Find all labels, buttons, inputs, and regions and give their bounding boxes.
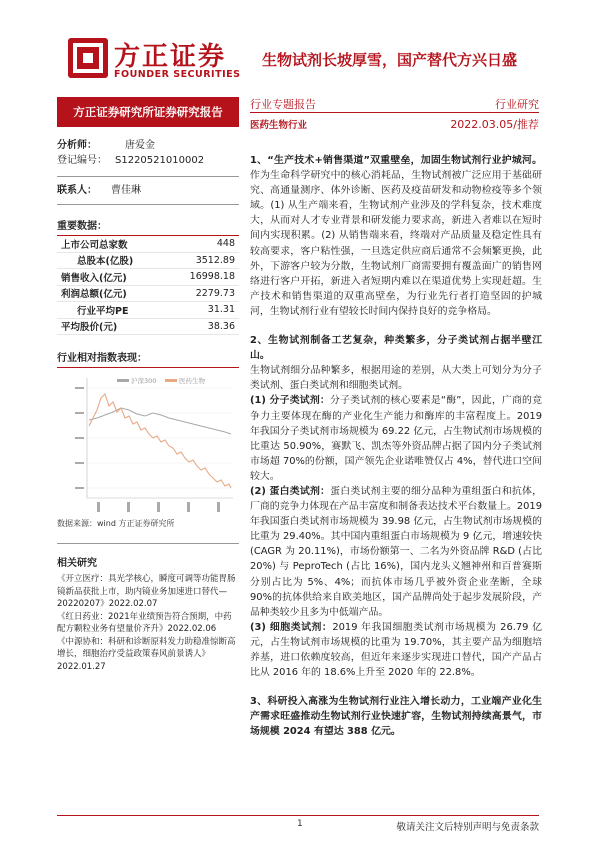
section-1-text: 作为生命科学研究中的核心消耗品，生物试剂被广泛应用于基础研究、高通量测序、体外诊断、医药及疫苗研发和动物检疫等多个领域。(1) 从生产端来看，生物试剂产业涉及的学科复杂，技术难度大，从而对人才专业背景和研发能力要求高，新进入者难以在短时间内实现积累。(2) 从销售端来看，终端对产品质量及稳定性具有较高要求，客户粘性强，一旦选定供应商后通常不会频繁更换，此外，下游客户较为分散，生物试剂厂商需要拥有覆盖面广的销售网络进行客户开拓，新进入者短期内难以在渠道优势上实现赶超。生产技术和销售渠道的双重高壁垒，为行业先行者打造坚固的护城河，生物试剂行业有望较长时间内保持良好的竞争格局。 bbox=[250, 170, 542, 317]
x-tick-label bbox=[187, 502, 190, 512]
analyst-row bbox=[57, 138, 239, 153]
contact-label: 联系人： bbox=[57, 185, 97, 196]
date-rating: 2022.03.05/推荐 bbox=[450, 118, 539, 131]
x-tick-label bbox=[127, 502, 130, 512]
section-3-heading: 3、科研投入高涨为生物试剂行业注入增长动力，工业端产业化生产需求旺盛推动生物试剂行业快速扩容，生物试剂持续高景气，市场规模 2024 有望达 388 亿元。 bbox=[250, 696, 542, 738]
x-tick-label bbox=[97, 502, 100, 512]
series-line-pharma bbox=[89, 394, 231, 488]
research-banner: 方正证券研究所证券研究报告 bbox=[57, 97, 239, 127]
table-row: 上市公司总家数 448 bbox=[57, 236, 239, 252]
report-category: 行业研究 bbox=[495, 98, 539, 111]
registration-label: 登记编号： bbox=[57, 155, 107, 166]
related-research-list bbox=[57, 573, 239, 673]
section-2-heading: 2、生物试剂制备工艺复杂，种类繁多，分子类试剂占据半壁江山。 bbox=[250, 335, 542, 362]
analyst-name: 唐爱金 bbox=[125, 140, 155, 151]
logo-text-cn: 方正证券 bbox=[114, 42, 227, 72]
table-row: 行业平均PE 31.31 bbox=[57, 302, 239, 319]
list-item: 《红日药业：2021年业绩预告符合预期，中药配方颗粒业务有望量价齐升》2022.02.06 bbox=[57, 611, 232, 634]
key-data-title: 重要数据： bbox=[57, 221, 107, 232]
relative-index-chart bbox=[57, 368, 239, 518]
index-chart-title: 行业相对指数表现： bbox=[57, 353, 147, 364]
footer-divider bbox=[57, 815, 539, 816]
related-research-title: 相关研究 bbox=[57, 558, 97, 569]
chart-source: 数据来源：wind 方正证券研究所 bbox=[57, 519, 175, 528]
registration-number: S1220521010002 bbox=[115, 155, 205, 166]
list-item: 《开立医疗：具光学核心，瞬度可调等功能胃肠镜新品获批上市，助内镜业务加速进口替代—20220207》2022.02.07 bbox=[57, 574, 236, 609]
protein-reagents: (2) 蛋白类试剂：蛋白类试剂主要的细分品种为重组蛋白和抗体，厂商的竞争力体现在产品丰富度和制备表达技术平台数量上。2019 年我国蛋白类试剂市场规模为 39.98 亿元，占生物试剂市场规模的比重为 29.40%。其中国内重组蛋白市场规模为 9 亿元，增速较快 (CAGR 为 20.11%)，市场份额第一、二名为外资品牌 R&D (占比 20%) 与 PeproTech (占比 16%)，国内龙头义翘神州和百普赛斯分别占比为 5%、4%；而抗体市场几乎被外资企业垄断，全球 90%的抗体供给来自欧美地区，国产品牌尚处于起步发展阶段，产品种类较少且多为中低端产品。 bbox=[250, 485, 542, 618]
company-logo bbox=[68, 36, 241, 86]
section-2-text: 生物试剂细分品种繁多，根据用途的差别，从大类上可划分为分子类试剂、蛋白类试剂和细胞类试剂。 bbox=[250, 365, 542, 392]
x-tick-label bbox=[157, 502, 160, 512]
left-sidebar bbox=[57, 138, 239, 673]
section-3 bbox=[250, 694, 542, 739]
key-data-table bbox=[57, 236, 239, 335]
table-row: 销售收入(亿元) 16998.18 bbox=[57, 269, 239, 286]
table-row: 总股本(亿股) 3512.89 bbox=[57, 252, 239, 269]
contact-row bbox=[57, 183, 239, 198]
list-item: 《中源协和：科研和诊断原料发力助稳准惊断高增长，细胞治疗受益政策春风前景诱人》2022.01.27 bbox=[57, 636, 236, 672]
page-number: 1 bbox=[297, 819, 303, 829]
contact-name: 曹佳琳 bbox=[111, 185, 141, 196]
logo-text-en: FOUNDER SECURITIES bbox=[114, 69, 241, 80]
legend-label-hs300: 沪深300 bbox=[131, 377, 157, 385]
y-tick-label bbox=[75, 462, 84, 464]
founder-logo-icon bbox=[68, 38, 108, 78]
report-type: 行业专题报告 bbox=[250, 98, 316, 111]
legend-swatch-hs300 bbox=[117, 379, 129, 382]
y-tick-label bbox=[75, 412, 84, 414]
legend-label-pharma: 医药生物 bbox=[179, 377, 205, 385]
y-tick-label bbox=[75, 387, 84, 389]
section-1-heading: 1、“生产技术+销售渠道”双重壁垒，加固生物试剂行业护城河。 bbox=[250, 155, 542, 166]
analyst-label: 分析师： bbox=[57, 140, 97, 151]
series-line-hs300 bbox=[89, 408, 231, 434]
table-row: 平均股价(元) 38.36 bbox=[57, 318, 239, 335]
molecular-reagents: (1) 分子类试剂：分子类试剂的核心要素是“酶”，因此，广商的竞争力主要体现在酶的产业化生产能力和酶库的丰富程度上。2019 年我国分子类试剂市场规模为 69.22 亿元，占生物试剂市场规模的比重达 50.90%，赛默飞、凯杰等外资品牌占据了国内分子类试剂市场超 70%的份额，国产领先企业诺唯赞仅占 4%，替代进口空间较大。 bbox=[250, 395, 543, 482]
report-body bbox=[250, 153, 542, 739]
cell-reagents: (3) 细胞类试剂：2019 年我国细胞类试剂市场规模为 26.79 亿元，占生物试剂市场规模的比重为 19.70%，其主要产品为细胞培养基，进口依赖度较高，但近年来逐步实现进口替代，国产产品占比从 2016 年的 18.6%上升至 2020 年的 22.8%。 bbox=[250, 621, 542, 679]
report-title: 生物试剂长坡厚雪，国产替代方兴日盛 bbox=[262, 51, 518, 69]
disclaimer-note: 敬请关注文后特别声明与免责条款 bbox=[396, 822, 539, 833]
index-chart-svg bbox=[57, 368, 239, 518]
table-row: 利润总额(亿元) 2279.73 bbox=[57, 285, 239, 302]
y-tick-label bbox=[75, 487, 84, 489]
section-1 bbox=[250, 153, 542, 319]
header-divider bbox=[250, 112, 539, 113]
x-tick-label bbox=[217, 502, 220, 512]
industry-name: 医药生物行业 bbox=[250, 120, 308, 131]
registration-row bbox=[57, 153, 239, 168]
legend-swatch-pharma bbox=[165, 379, 177, 382]
y-tick-label bbox=[75, 437, 84, 439]
section-2 bbox=[250, 333, 542, 363]
